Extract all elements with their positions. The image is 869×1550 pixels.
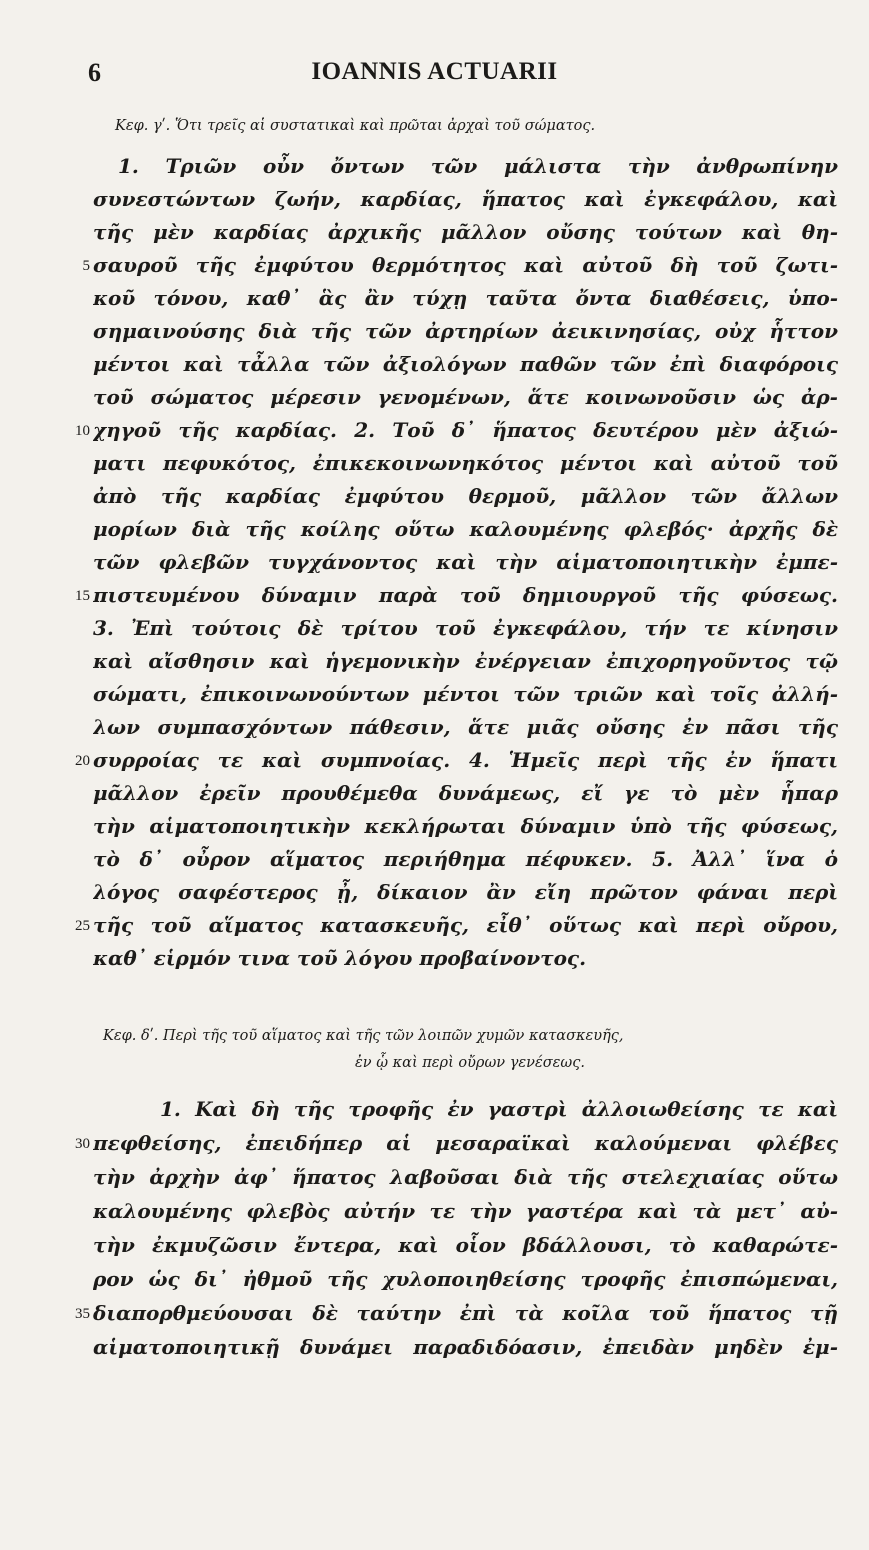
page-header [0,58,869,92]
text-line: συρροίας τε καὶ συμπνοίας. 4. Ἡμεῖς περὶ τῆς ἐν ἥπατι [93,748,838,772]
text-line: χηγοῦ τῆς καρδίας. 2. Τοῦ δ᾽ ἥπατος δευτέρου μὲν ἀξιώ- [93,418,838,442]
text-line: καὶ αἴσθησιν καὶ ἡγεμονικὴν ἐνέργειαν ἐπιχορηγοῦντος τῷ [93,649,838,673]
chapter-4-heading: Κεφ. δʹ. Περὶ τῆς τοῦ αἵματος καὶ τῆς τῶν λοιπῶν χυμῶν κατασκευῆς, [103,1028,624,1044]
text-line: μέντοι καὶ τἆλλα τῶν ἀξιολόγων παθῶν τῶν ἐπὶ διαφόροις [93,352,838,376]
text-line: μορίων διὰ τῆς κοίλης οὕτω καλουμένης φλεβός· ἀρχῆς δὲ [93,517,838,541]
text-line: πεφθείσης, ἐπειδήπερ αἱ μεσαραϊκαὶ καλούμεναι φλέβες [93,1131,838,1155]
line-number: 25 [75,918,90,934]
text-line: σαυροῦ τῆς ἐμφύτου θερμότητος καὶ αὐτοῦ δὴ τοῦ ζωτι- [93,253,838,277]
text-line: τῆς τοῦ αἵματος κατασκευῆς, εἶθ᾽ οὕτως καὶ περὶ οὔρου, [93,913,838,937]
text-line: συνεστώντων ζωήν, καρδίας, ἥπατος καὶ ἐγκεφάλου, καὶ [93,187,838,211]
text-line: σώματι, ἐπικοινωνούντων μέντοι τῶν τριῶν καὶ τοῖς ἀλλή- [93,682,838,706]
chapter-3-heading: Κεφ. γʹ. Ὅτι τρεῖς αἱ συστατικαὶ καὶ πρῶται ἀρχαὶ τοῦ σώματος. [115,118,596,134]
text-line: τὸ δ᾽ οὖρον αἵματος περιήθημα πέφυκεν. 5. Ἀλλ᾽ ἵνα ὁ [93,847,838,871]
line-number: 10 [75,423,90,439]
text-line: σημαινούσης διὰ τῆς τῶν ἀρτηρίων ἀεικινησίας, οὐχ ἧττον [93,319,838,343]
text-line: αἱματοποιητικῇ δυνάμει παραδιδόασιν, ἐπειδὰν μηδὲν ἐμ- [93,1335,838,1359]
text-line: τὴν ἐκμυζῶσιν ἔντερα, καὶ οἷον βδάλλουσι, τὸ καθαρώτε- [93,1233,838,1257]
page-number: 6 [88,58,101,87]
text-line: καλουμένης φλεβὸς αὐτήν τε τὴν γαστέρα καὶ τὰ μετ᾽ αὐ- [93,1199,838,1223]
line-number: 35 [75,1306,90,1322]
text-line: 3. Ἐπὶ τούτοις δὲ τρίτου τοῦ ἐγκεφάλου, τήν τε κίνησιν [93,616,838,640]
text-line: τῶν φλεβῶν τυγχάνοντος καὶ τὴν αἱματοποιητικὴν ἐμπε- [93,550,838,574]
text-line: διαπορθμεύουσαι δὲ ταύτην ἐπὶ τὰ κοῖλα τοῦ ἥπατος τῇ [93,1301,838,1325]
running-title: IOANNIS ACTUARII [311,58,558,85]
chapter-4-heading-continued: ἐν ᾧ καὶ περὶ οὔρων γενέσεως. [355,1055,585,1071]
text-line: καθ᾽ εἱρμόν τινα τοῦ λόγου προβαίνοντος. [93,946,587,970]
text-line: κοῦ τόνου, καθ᾽ ἃς ἂν τύχῃ ταῦτα ὄντα διαθέσεις, ὑπο- [93,286,838,310]
text-line: τὴν ἀρχὴν ἀφ᾽ ἥπατος λαβοῦσαι διὰ τῆς στελεχιαίας οὕτω [93,1165,838,1189]
line-number: 30 [75,1136,90,1152]
text-line: πιστευμένου δύναμιν παρὰ τοῦ δημιουργοῦ τῆς φύσεως. [93,583,838,607]
line-number: 15 [75,588,90,604]
line-number: 5 [82,258,90,274]
text-line: λων συμπασχόντων πάθεσιν, ἅτε μιᾶς οὔσης ἐν πᾶσι τῆς [93,715,838,739]
text-line: μᾶλλον ἐρεῖν προυθέμεθα δυνάμεως, εἴ γε τὸ μὲν ἧπαρ [93,781,838,805]
text-line: ματι πεφυκότος, ἐπικεκοινωνηκότος μέντοι καὶ αὐτοῦ τοῦ [93,451,838,475]
text-line: λόγος σαφέστερος ᾖ, δίκαιον ἂν εἴη πρῶτον φάναι περὶ [93,880,838,904]
text-line: τὴν αἱματοποιητικὴν κεκλήρωται δύναμιν ὑπὸ τῆς φύσεως, [93,814,838,838]
line-number: 20 [75,753,90,769]
text-line: τῆς μὲν καρδίας ἀρχικῆς μᾶλλον οὔσης τούτων καὶ θη- [93,220,838,244]
text-line: 1. Τριῶν οὖν ὄντων τῶν μάλιστα τὴν ἀνθρωπίνην [118,154,838,178]
text-line: ρον ὡς δι᾽ ἠθμοῦ τῆς χυλοποιηθείσης τροφῆς ἐπισπώμεναι, [93,1267,838,1291]
text-line: ἀπὸ τῆς καρδίας ἐμφύτου θερμοῦ, μᾶλλον τῶν ἄλλων [93,484,838,508]
text-line: 1. Καὶ δὴ τῆς τροφῆς ἐν γαστρὶ ἀλλοιωθείσης τε καὶ [160,1097,838,1121]
text-line: τοῦ σώματος μέρεσιν γενομένων, ἅτε κοινωνοῦσιν ὡς ἀρ- [93,385,838,409]
